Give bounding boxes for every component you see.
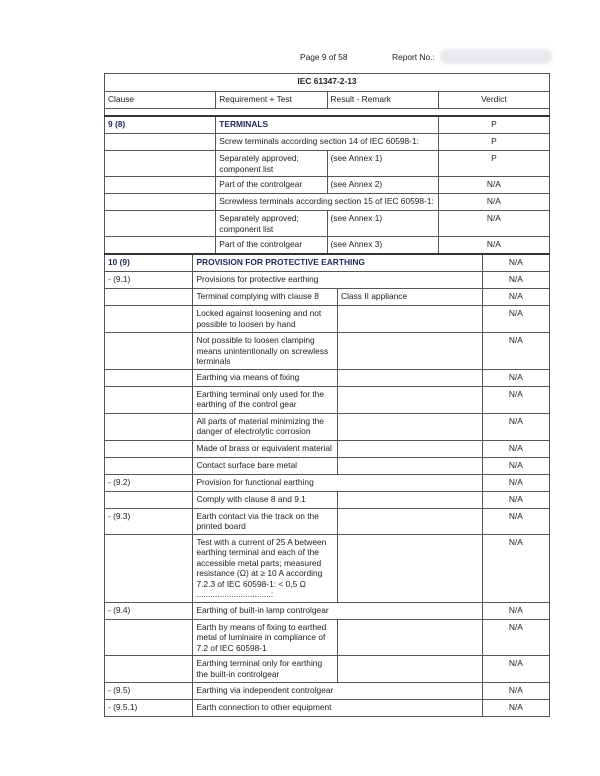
requirement-cell: Screwless terminals according section 15 of IEC 60598-1:	[216, 194, 439, 211]
requirement-cell: Locked against loosening and not possible to loosen by hand	[193, 306, 338, 333]
requirement-cell: Provision for functional earthing	[193, 474, 482, 491]
result-cell	[338, 656, 483, 683]
requirement-cell: Not possible to loosen clamping means unintentionally on screwless terminals	[193, 333, 338, 370]
verdict-cell: N/A	[438, 177, 549, 194]
requirement-cell: All parts of material minimizing the danger of electrolytic corrosion	[193, 413, 338, 440]
standard-title: IEC 61347-2-13	[105, 74, 550, 92]
table-row	[105, 508, 550, 534]
requirement-cell: Earthing terminal only for earthing the built-in controlgear	[193, 656, 338, 683]
table-row	[105, 440, 550, 457]
page-header	[0, 52, 600, 66]
col-verdict: Verdict	[438, 92, 549, 109]
table-row	[105, 491, 550, 508]
col-requirement: Requirement + Test	[216, 92, 327, 109]
section-clause: 10 (9)	[105, 254, 193, 272]
requirement-cell: Earth contact via the track on the printed board	[193, 508, 338, 534]
requirement-cell: Provisions for protective earthing	[193, 272, 482, 289]
verdict-cell: N/A	[482, 491, 549, 508]
result-cell	[338, 491, 483, 508]
table-row	[105, 289, 550, 306]
clause-cell	[105, 134, 216, 151]
clause-cell	[105, 237, 216, 254]
verdict-cell: N/A	[482, 474, 549, 491]
table-row	[105, 457, 550, 474]
verdict-cell: N/A	[482, 700, 549, 717]
verdict-cell: P	[438, 134, 549, 151]
redacted-report-number	[440, 49, 552, 64]
table-row	[105, 306, 550, 333]
verdict-cell: N/A	[482, 457, 549, 474]
clause-cell: - (9.5.1)	[105, 700, 193, 717]
spacer	[105, 109, 550, 117]
clause-cell	[105, 211, 216, 237]
section-clause: 9 (8)	[105, 116, 216, 134]
clause-cell	[105, 369, 193, 386]
result-cell: (see Annex 1)	[327, 211, 438, 237]
table-row	[105, 151, 550, 177]
clause-cell	[105, 177, 216, 194]
verdict-cell: N/A	[482, 440, 549, 457]
clause-cell	[105, 656, 193, 683]
requirement-cell: Earthing via independent controlgear	[193, 683, 482, 700]
verdict-cell: N/A	[482, 656, 549, 683]
verdict-cell: N/A	[482, 508, 549, 534]
terminals-table	[104, 73, 550, 254]
table-row	[105, 413, 550, 440]
result-cell: (see Annex 3)	[327, 237, 438, 254]
result-cell	[338, 440, 483, 457]
table-row	[105, 211, 550, 237]
result-cell	[338, 369, 483, 386]
clause-cell	[105, 413, 193, 440]
requirement-cell: Earthing of built-in lamp controlgear	[193, 602, 482, 619]
clause-cell	[105, 619, 193, 656]
table-row	[105, 272, 550, 289]
clause-cell	[105, 306, 193, 333]
table-row	[105, 237, 550, 254]
clause-cell	[105, 194, 216, 211]
clause-cell	[105, 386, 193, 413]
table-row	[105, 177, 550, 194]
col-result: Result - Remark	[327, 92, 438, 109]
clause-cell	[105, 333, 193, 370]
verdict-cell: N/A	[482, 534, 549, 602]
clause-cell: - (9.4)	[105, 602, 193, 619]
clause-cell	[105, 289, 193, 306]
verdict-cell: N/A	[438, 194, 549, 211]
verdict-cell: P	[438, 151, 549, 177]
requirement-cell: Earthing via means of fixing	[193, 369, 338, 386]
table-row	[105, 474, 550, 491]
verdict-cell: N/A	[482, 272, 549, 289]
result-cell	[338, 333, 483, 370]
table-row	[105, 619, 550, 656]
col-clause: Clause	[105, 92, 216, 109]
verdict-cell: N/A	[482, 683, 549, 700]
table-row	[105, 134, 550, 151]
requirement-cell: Earth by means of fixing to earthed metal of luminaire in compliance of 7.2 of IEC 60598-1	[193, 619, 338, 656]
verdict-cell: N/A	[482, 306, 549, 333]
table-row	[105, 656, 550, 683]
table-row	[105, 194, 550, 211]
verdict-cell: N/A	[438, 211, 549, 237]
requirement-cell: Terminal complying with clause 8	[193, 289, 338, 306]
table-row	[105, 683, 550, 700]
result-cell: Class II appliance	[338, 289, 483, 306]
table-row	[105, 369, 550, 386]
requirement-cell: Separately approved; component list	[216, 211, 327, 237]
page-number: Page 9 of 58	[300, 52, 348, 62]
result-cell	[338, 386, 483, 413]
verdict-cell: N/A	[482, 413, 549, 440]
requirement-cell: Contact surface bare metal	[193, 457, 338, 474]
verdict-cell: N/A	[482, 619, 549, 656]
result-cell: (see Annex 1)	[327, 151, 438, 177]
verdict-cell: N/A	[482, 602, 549, 619]
table-row	[105, 386, 550, 413]
requirement-cell: Part of the controlgear	[216, 177, 327, 194]
requirement-cell: Separately approved; component list	[216, 151, 327, 177]
clause-cell: - (9.3)	[105, 508, 193, 534]
clause-cell	[105, 457, 193, 474]
verdict-cell: N/A	[438, 237, 549, 254]
verdict-cell: N/A	[482, 289, 549, 306]
section-header-row	[105, 116, 550, 134]
clause-cell	[105, 534, 193, 602]
clause-cell	[105, 440, 193, 457]
result-cell	[338, 306, 483, 333]
result-cell	[338, 534, 483, 602]
result-cell: (see Annex 2)	[327, 177, 438, 194]
section-verdict: P	[438, 116, 549, 134]
requirement-cell: Earthing terminal only used for the earthing of the control gear	[193, 386, 338, 413]
table-row	[105, 333, 550, 370]
verdict-cell: N/A	[482, 369, 549, 386]
requirement-cell: Part of the controlgear	[216, 237, 327, 254]
clause-cell	[105, 491, 193, 508]
section-verdict: N/A	[482, 254, 549, 272]
column-header-row	[105, 92, 550, 109]
result-cell	[338, 413, 483, 440]
clause-cell: - (9.1)	[105, 272, 193, 289]
table-row	[105, 602, 550, 619]
verdict-cell: N/A	[482, 386, 549, 413]
result-cell	[338, 457, 483, 474]
requirement-cell: Test with a current of 25 A between earthing terminal and each of the accessible metal parts; measured resistance (Ω) at ≥ 10 A according 7.2.3 of IEC 60598-1: < 0,5 Ω ................................:	[193, 534, 338, 602]
clause-cell: - (9.2)	[105, 474, 193, 491]
verdict-cell: N/A	[482, 333, 549, 370]
requirement-cell: Earth connection to other equipment	[193, 700, 482, 717]
section-title: TERMINALS	[216, 116, 439, 134]
earthing-table	[104, 253, 550, 717]
table-row	[105, 700, 550, 717]
result-cell	[338, 619, 483, 656]
requirement-cell: Made of brass or equivalent material	[193, 440, 338, 457]
result-cell	[338, 508, 483, 534]
requirement-cell: Screw terminals according section 14 of IEC 60598-1:	[216, 134, 439, 151]
report-number-label: Report No.:	[392, 52, 435, 62]
requirement-cell: Comply with clause 8 and 9.1	[193, 491, 338, 508]
table-row	[105, 534, 550, 602]
section-header-row	[105, 254, 550, 272]
clause-cell	[105, 151, 216, 177]
section-title: PROVISION FOR PROTECTIVE EARTHING	[193, 254, 482, 272]
clause-cell: - (9.5)	[105, 683, 193, 700]
